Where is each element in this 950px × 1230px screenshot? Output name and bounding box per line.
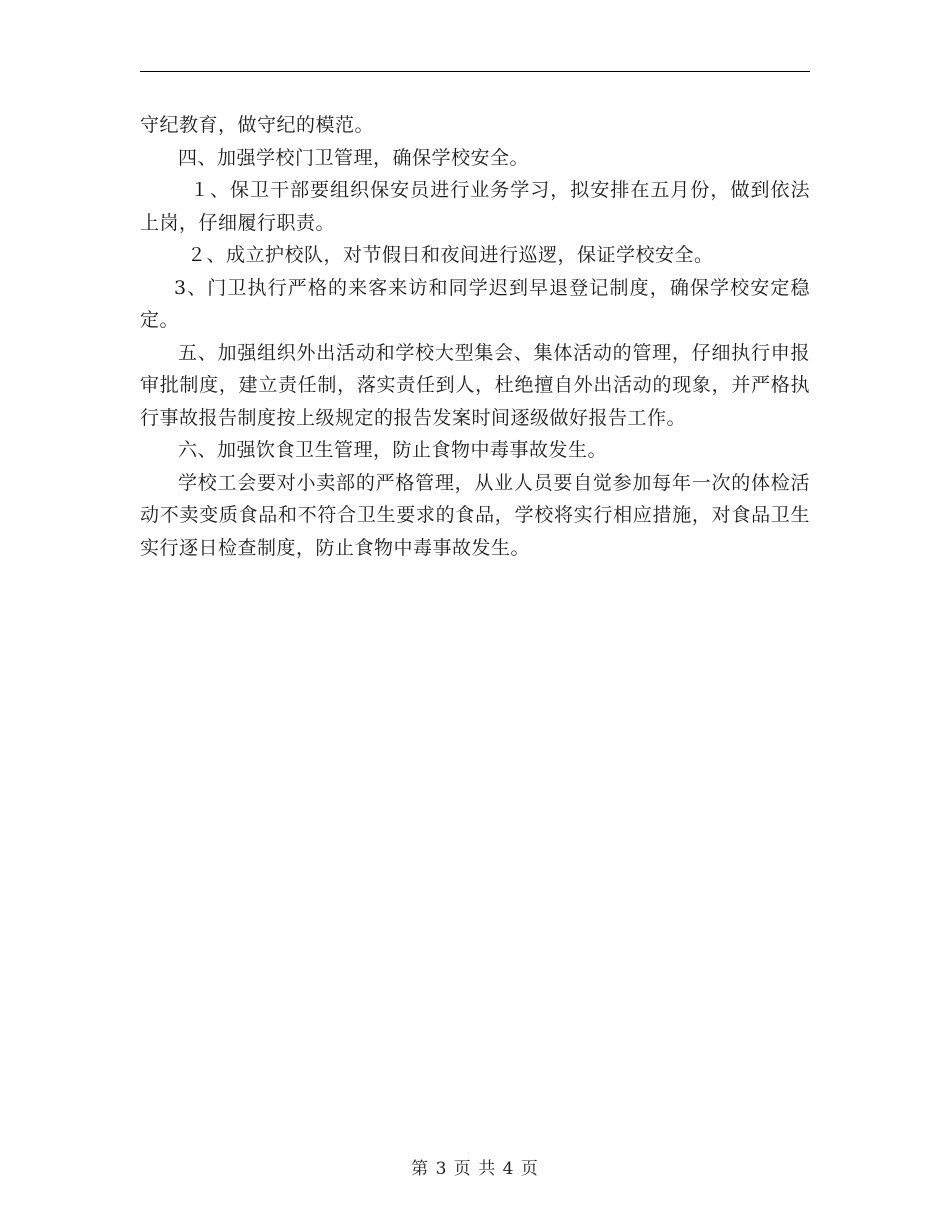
paragraph-continuation: 守纪教育，做守纪的模范。: [140, 114, 375, 136]
section-five: 五、加强组织外出活动和学校大型集会、集体活动的管理，仔细执行申报审批制度，建立责任制，落实责任到人，杜绝擅自外出活动的现象，并严格执行事故报告制度按上级规定的报告发案时间逐级做好报告工作。: [140, 341, 810, 429]
header-rule: [140, 71, 810, 72]
paragraph-food-safety: 学校工会要对小卖部的严格管理，从业人员要自觉参加每年一次的体检活动不卖变质食品和不符合卫生要求的食品，学校将实行相应措施，对食品卫生实行逐日检查制度，防止食物中毒事故发生。: [140, 471, 810, 559]
list-item-2: ２、成立护校队，对节假日和夜间进行巡逻，保证学校安全。: [187, 244, 714, 266]
list-item-1: １、保卫干部要组织保安员进行业务学习，拟安排在五月份，做到依法上岗，仔细履行职责。: [140, 179, 810, 234]
page-number: 第 3 页 共 4 页: [411, 1159, 539, 1179]
section-heading-four: 四、加强学校门卫管理，确保学校安全。: [178, 146, 530, 169]
section-heading-six: 六、加强饮食卫生管理，防止食物中毒事故发生。: [178, 439, 608, 461]
document-body: [140, 109, 810, 564]
list-item-3: 3、门卫执行严格的来客来访和同学迟到早退登记制度，确保学校安定稳定。: [140, 276, 810, 331]
